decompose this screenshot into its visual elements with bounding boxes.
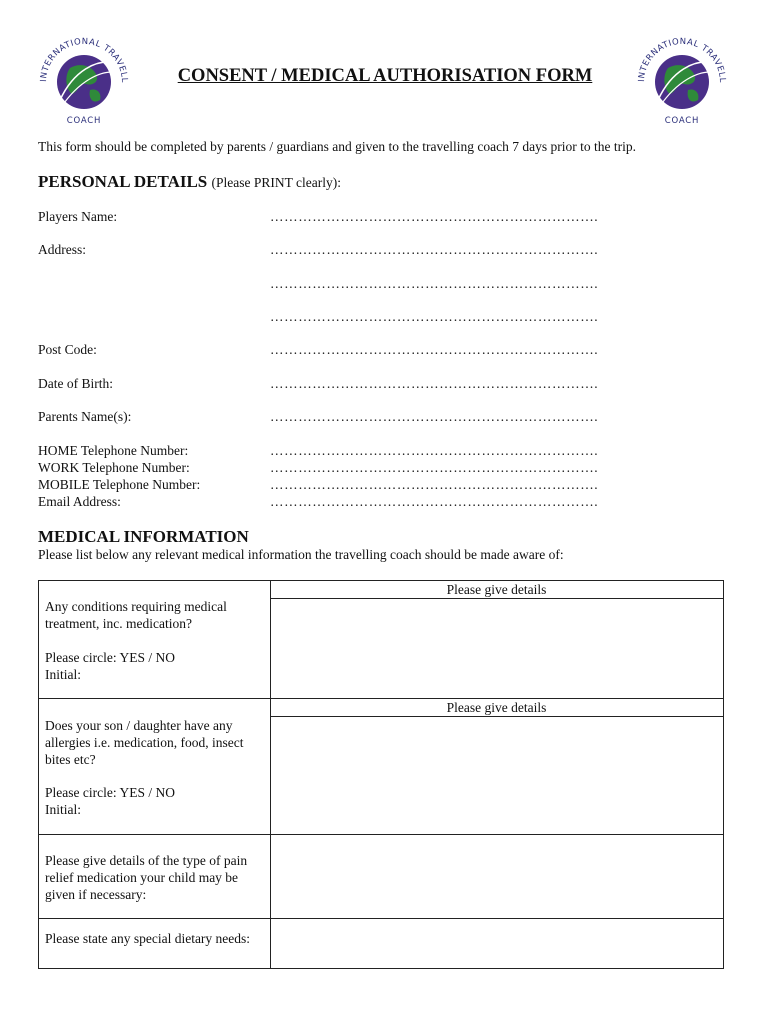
medical-table (38, 580, 724, 969)
intro-text: This form should be completed by parents / guardians and given to the travelling coach 7 days prior to the trip. (38, 139, 636, 154)
give-details-header-1: Please give details (446, 582, 547, 597)
logo-arc-text: INTERNATIONAL TRAVELL (38, 36, 130, 84)
table-divider (270, 716, 723, 717)
post-code-label: Post Code: (38, 342, 97, 357)
table-divider (270, 581, 271, 968)
personal-details-title: PERSONAL DETAILS (38, 172, 208, 191)
medical-info-heading: MEDICAL INFORMATION (38, 527, 249, 546)
address-field-line-1[interactable]: ……………………………………………………………. (270, 242, 599, 257)
dob-label: Date of Birth: (38, 376, 113, 391)
medical-intro-text: Please list below any relevant medical information the travelling coach should be made aware of: (38, 547, 564, 562)
home-tel-field[interactable]: ……………………………………………………………. (270, 443, 599, 458)
mobile-tel-label: MOBILE Telephone Number: (38, 477, 201, 492)
question-allergies-initial[interactable]: Initial: (45, 802, 81, 817)
page-title: CONSENT / MEDICAL AUTHORISATION FORM (177, 66, 593, 86)
logo-right (632, 30, 732, 130)
address-field-line-3[interactable]: ……………………………………………………………. (270, 309, 599, 324)
work-tel-label: WORK Telephone Number: (38, 460, 190, 475)
work-tel-field[interactable]: ……………………………………………………………. (270, 460, 599, 475)
logo-arc-text: INTERNATIONAL TRAVELL (636, 36, 728, 84)
table-divider (39, 918, 723, 919)
players-name-label: Players Name: (38, 209, 118, 224)
personal-details-subtitle: (Please PRINT clearly): (211, 175, 341, 190)
question-allergies: Does your son / daughter have any allergies i.e. medication, food, insect bites etc? (45, 718, 244, 767)
email-label: Email Address: (38, 494, 121, 509)
dob-field[interactable]: ……………………………………………………………. (270, 376, 599, 391)
logo-coach-text: COACH (66, 116, 102, 126)
mobile-tel-field[interactable]: ……………………………………………………………. (270, 477, 599, 492)
home-tel-label: HOME Telephone Number: (38, 443, 189, 458)
table-divider (39, 698, 723, 699)
address-field-line-2[interactable]: ……………………………………………………………. (270, 276, 599, 291)
globe-logo-icon (34, 30, 134, 130)
question-allergies-circle[interactable]: Please circle: YES / NO (45, 785, 175, 800)
give-details-header-2: Please give details (446, 700, 547, 715)
parents-name-field[interactable]: ……………………………………………………………. (270, 409, 599, 424)
address-label: Address: (38, 242, 86, 257)
email-field[interactable]: ……………………………………………………………. (270, 494, 599, 509)
post-code-field[interactable]: ……………………………………………………………. (270, 342, 599, 357)
personal-details-heading (38, 172, 341, 192)
globe-logo-icon (632, 30, 732, 130)
question-dietary: Please state any special dietary needs: (45, 931, 251, 946)
question-conditions-circle[interactable]: Please circle: YES / NO (45, 650, 175, 665)
table-divider (270, 598, 723, 599)
table-divider (39, 834, 723, 835)
parents-name-label: Parents Name(s): (38, 409, 132, 424)
question-pain-relief: Please give details of the type of pain relief medication your child may be given if necessary: (45, 853, 248, 902)
question-conditions: Any conditions requiring medical treatment, inc. medication? (45, 599, 227, 631)
logo-coach-text: COACH (664, 116, 700, 126)
players-name-field[interactable]: ……………………………………………………………. (270, 209, 599, 224)
logo-left (34, 30, 134, 130)
question-conditions-initial[interactable]: Initial: (45, 667, 81, 682)
